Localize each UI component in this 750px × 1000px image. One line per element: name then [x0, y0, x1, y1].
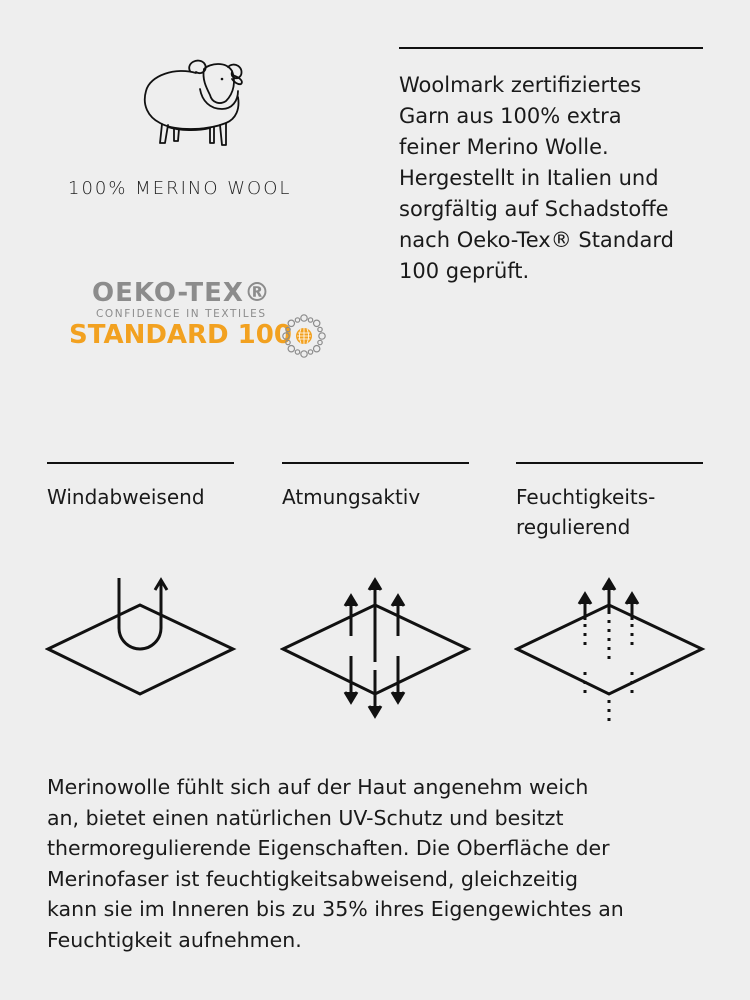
description-line: Woolmark zertifiziertes: [399, 73, 642, 97]
feature-label-breathable: [282, 482, 420, 512]
merino-body-text: [47, 772, 717, 955]
description-line: sorgfältig auf Schadstoffe: [399, 197, 669, 221]
oeko-tex-flower-icon: [280, 312, 328, 360]
feature-rule-wind: [47, 462, 234, 464]
description-line: nach Oeko-Tex® Standard: [399, 228, 674, 252]
body-line: kann sie im Inneren bis zu 35% ihres Eigengewichtes an: [47, 897, 624, 921]
body-line: Feuchtigkeit aufnehmen.: [47, 927, 302, 952]
oeko-tex-standard: STANDARD 100: [69, 320, 292, 350]
description-line: 100 geprüft.: [399, 259, 530, 283]
feature-label-moisture: [516, 482, 655, 542]
feature-label-line: Windabweisend: [47, 485, 205, 509]
feature-rule-breathable: [282, 462, 469, 464]
breathable-icon: [280, 570, 480, 730]
body-line: an, bietet einen natürlichen UV-Schutz und besitzt: [47, 805, 564, 830]
description-line: Hergestellt in Italien und: [399, 166, 659, 190]
oeko-tex-title: OEKO-TEX®: [92, 278, 271, 308]
description-line: feiner Merino Wolle.: [399, 135, 609, 159]
body-line: Merinofaser ist feuchtigkeitsabweisend, gleichzeitig: [47, 866, 578, 891]
body-line: Merinowolle fühlt sich auf der Haut angenehm weich: [47, 775, 589, 799]
feature-label-line: regulierend: [516, 515, 631, 539]
feature-label-line: Feuchtigkeits-: [516, 485, 656, 509]
sheep-icon: [140, 45, 250, 155]
feature-label-line: Atmungsaktiv: [282, 485, 421, 509]
feature-rule-moisture: [516, 462, 703, 464]
product-description: [399, 70, 719, 287]
description-line: Garn aus 100% extra: [399, 104, 622, 128]
feature-label-wind: [47, 482, 205, 512]
body-line: thermoregulierende Eigenschaften. Die Oberfläche der: [47, 836, 610, 860]
moisture-regulating-icon: [514, 570, 714, 730]
oeko-tex-subtitle: CONFIDENCE IN TEXTILES: [96, 308, 267, 320]
merino-wool-label: 100% MERINO WOOL: [68, 178, 292, 199]
wind-resistant-icon: [45, 570, 245, 730]
description-top-rule: [399, 47, 703, 49]
